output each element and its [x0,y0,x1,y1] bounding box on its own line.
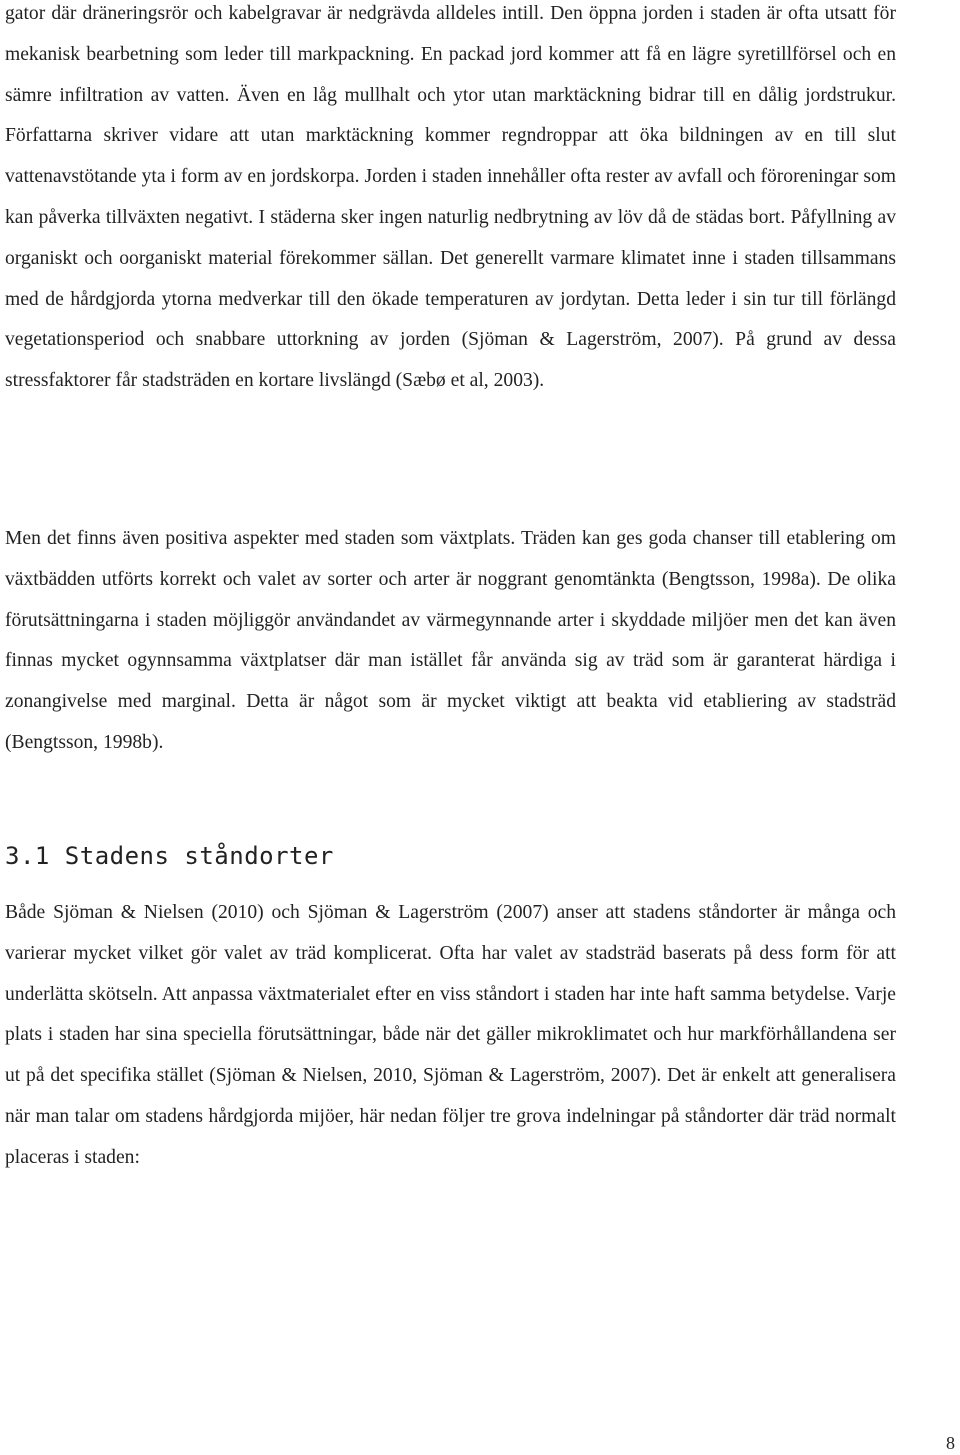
body-paragraph-2: Men det finns även positiva aspekter med staden som växtplats. Träden kan ges goda chanser till etablering om växtbädden utförts korrekt och valet av sorter och arter är noggrant genomtänkta (Bengtsson, 1998a). De olika förutsättningarna i staden möjliggör användandet av värmegynnande arter i skyddade miljöer men det kan även finnas mycket ogynnsamma växtplatser där man istället får använda sig av träd som är garanterat härdiga i zonangivelse med marginal. Detta är något som är mycket viktigt att beakta vid etabliering av stadsträd (Bengtsson, 1998b). [5,528,896,753]
page-number: 8 [946,1433,955,1453]
body-paragraph-3: Både Sjöman & Nielsen (2010) och Sjöman & Lagerström (2007) anser att stadens ståndorter är många och varierar mycket vilket gör valet av träd komplicerat. Ofta har valet av stadsträd baserats på dess form för att underlätta skötseln. Att anpassa växtmaterialet efter en viss ståndort i staden har inte haft samma betydelse. Varje plats i staden har sina speciella förutsättningar, både när det gäller mikroklimatet och hur markförhållandena ser ut på det specifika stället (Sjöman & Nielsen, 2010, Sjöman & Lagerström, 2007). Det är enkelt att generalisera när man talar om stadens hårdgjorda mijöer, här nedan följer tre grova indelningar på ståndorter där träd normalt placeras i staden: [5,902,896,1168]
section-heading: 3.1 Stadens ståndorter [5,842,334,870]
body-paragraph-1: gator där dräneringsrör och kabelgravar är nedgrävda alldeles intill. Den öppna jorden i staden är ofta utsatt för mekanisk bearbetning som leder till markpackning. En packad jord kommer att få en lägre syretillförsel och en sämre infiltration av vatten. Även en låg mullhalt och ytor utan marktäckning bidrar till en dålig jordstrukur. Författarna skriver vidare att utan marktäckning kommer regndroppar att öka bildningen av en till slut vattenavstötande yta i form av en jordskorpa. Jorden i staden innehåller ofta rester av avfall och föroreningar som kan påverka tillväxten negativt. I städerna sker ingen naturlig nedbrytning av löv då de städas bort. Påfyllning av organiskt och oorganiskt material förekommer sällan. Det generellt varmare klimatet inne i staden tillsammans med de hårdgjorda ytorna medverkar till den ökade temperaturen av jordytan. Detta leder i sin tur till förlängd vegetationsperiod och snabbare uttorkning av jorden (Sjöman & Lagerström, 2007). På grund av dessa stressfaktorer får stadsträden en kortare livslängd (Sæbø et al, 2003). [5,3,896,392]
